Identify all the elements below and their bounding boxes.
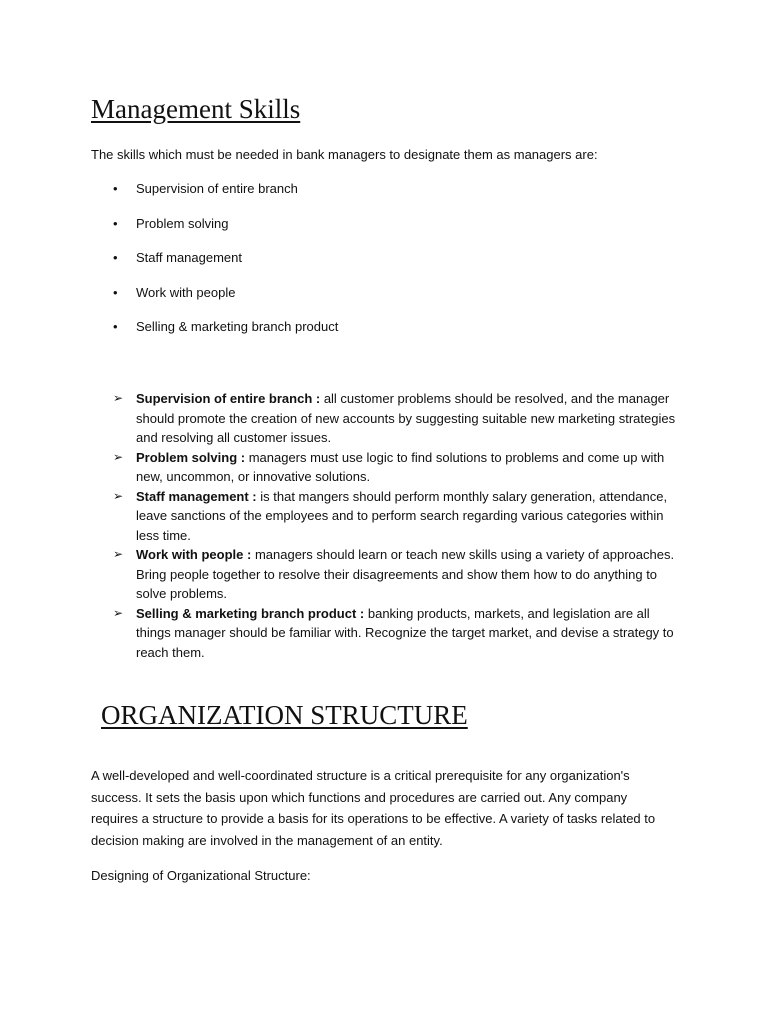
detail-text: managers should learn or teach new skills using a variety of approaches. Bring people together to resolve their disagreements and show them how to do anything to solve problems. [136,547,675,601]
detail-item [113,604,678,663]
section-title: ORGANIZATION STRUCTURE [101,700,468,730]
section-subheading: Designing of Organizational Structure: [91,868,311,883]
detail-term: Work with people : [136,547,252,562]
detail-text: managers must use logic to find solutions to problems and come up with new, uncommon, or innovative solutions. [136,449,665,484]
detail-list [113,389,678,662]
list-item: • Work with people [113,285,236,300]
list-item: • Staff management [113,250,242,265]
arrow-bullet-icon: ➢ [113,605,124,620]
arrow-bullet-icon: ➢ [113,449,124,464]
detail-term: Problem solving : [136,449,246,465]
detail-term: Supervision of entire branch : [136,391,321,406]
bullet-icon: • [113,181,118,196]
bullet-icon: • [113,319,118,334]
list-item: • Supervision of entire branch [113,181,298,196]
bullet-icon: • [113,216,118,231]
arrow-bullet-icon: ➢ [113,391,124,405]
detail-text: all customer problems should be resolved, and the manager should promote the creation of new accounts by suggesting suitable new marketing strategies and resolving all customer issues. [136,391,676,445]
detail-text: is that mangers should perform monthly salary generation, attendance, leave sanctions of the employees and to perform search regarding various categories within less time. [136,488,668,543]
detail-text: banking products, markets, and legislation are all things manager should be familiar with. Recognize the target market, and devise a strategy to reach them. [136,605,674,660]
detail-term: Staff management : [136,488,257,504]
section-paragraph: A well-developed and well-coordinated structure is a critical prerequisite for any organization's success. It sets the basis upon which functions and procedures are carried out. Any company requires a structure to provide a basis for its operations to be effective. A variety of tasks related to decision making are involved in the management of an entity. [91,768,656,848]
detail-item [113,389,678,448]
bullet-icon: • [113,285,118,300]
list-item: • Selling & marketing branch product [113,319,339,334]
detail-item [113,545,678,604]
intro-text: The skills which must be needed in bank managers to designate them as managers are: [91,147,598,162]
page-title: Management Skills [91,94,301,124]
detail-term: Selling & marketing branch product : [136,605,365,621]
bullet-icon: • [113,250,118,265]
arrow-bullet-icon: ➢ [113,547,124,561]
arrow-bullet-icon: ➢ [113,488,124,503]
detail-item [113,487,678,546]
detail-item [113,448,678,487]
list-item: • Problem solving [113,216,229,231]
